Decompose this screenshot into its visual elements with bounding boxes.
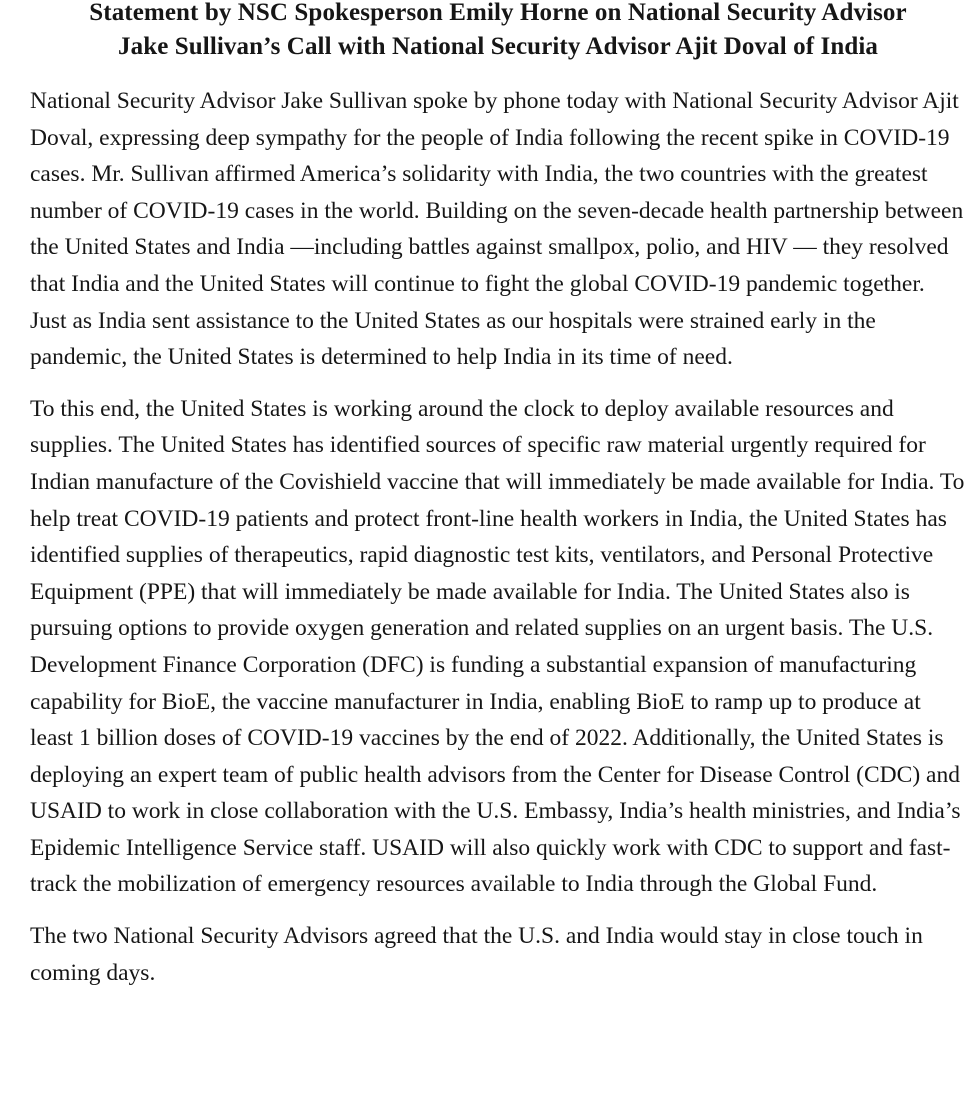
paragraph-intro: National Security Advisor Jake Sullivan spoke by phone today with National Security Advisor Ajit Doval, expressing deep sympathy for the people of India following the recent spike in COVID-19 cases. Mr. Sullivan affirmed America’s solidarity with India, the two countries with the greatest number of COVID-19 cases in the world. Building on the seven-decade health partnership between the United States and India —including battles against smallpox, polio, and HIV — they resolved that India and the United States will continue to fight the global COVID-19 pandemic together. Just as India sent assistance to the United States as our hospitals were strained early in the pandemic, the United States is determined to help India in its time of need. xyxy=(30,88,964,371)
paragraph-assistance-details: To this end, the United States is working around the clock to deploy available resources and supplies. The United States has identified sources of specific raw material urgently required for Indian manufacture of the Covishield vaccine that will immediately be made available for India. To help treat COVID-19 patients and protect front-line health workers in India, the United States has identified supplies of therapeutics, rapid diagnostic test kits, ventilators, and Personal Protective Equipment (PPE) that will immediately be made available for India. The United States also is pursuing options to provide oxygen generation and related supplies on an urgent basis. The U.S. Development Finance Corporation (DFC) is funding a substantial expansion of manufacturing capability for BioE, the vaccine manufacturer in India, enabling BioE to ramp up to produce at least 1 billion doses of COVID-19 vaccines by the end of 2022. Additionally, the United States is deploying an expert team of public health advisors from the Center for Disease Control (CDC) and USAID to work in close collaboration with the U.S. Embassy, India’s health ministries, and India’s Epidemic Intelligence Service staff. USAID will also quickly work with CDC to support and fast-track the mobilization of emergency resources available to India through the Global Fund. xyxy=(30,395,965,898)
paragraph-closing: The two National Security Advisors agreed that the U.S. and India would stay in close touch in coming days. xyxy=(30,923,923,986)
title-line-1: Statement by NSC Spokesperson Emily Horne on National Security Advisor xyxy=(89,0,907,26)
title-line-2: Jake Sullivan’s Call with National Security Advisor Ajit Doval of India xyxy=(118,33,878,60)
document-title xyxy=(30,0,966,64)
